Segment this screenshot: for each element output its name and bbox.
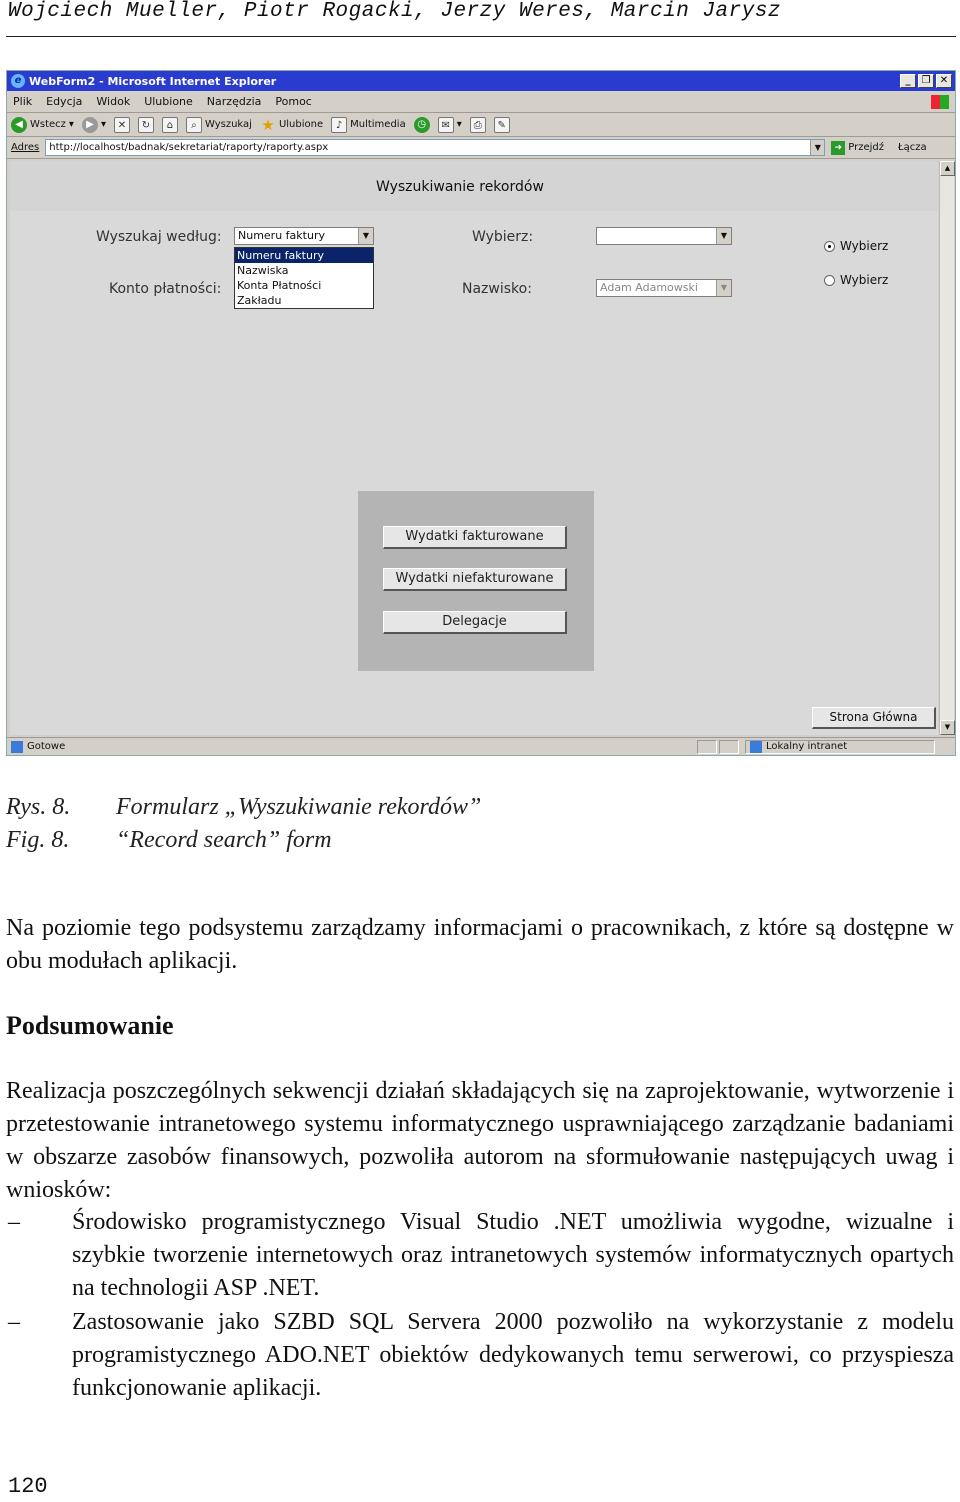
home-icon: ⌂ [162, 117, 178, 133]
search-by-dropdown-list [234, 247, 374, 309]
go-arrow-icon: ➜ [831, 141, 845, 155]
history-icon: ◷ [414, 117, 430, 133]
favorites-label: Ulubione [278, 119, 324, 130]
choose-select[interactable] [596, 227, 732, 245]
page-icon [11, 741, 23, 753]
media-button[interactable] [331, 117, 406, 133]
mail-icon: ✉ [438, 117, 454, 133]
status-bar [7, 737, 955, 755]
forward-button[interactable] [82, 117, 106, 133]
scroll-down-icon[interactable]: ▼ [940, 720, 955, 735]
back-button[interactable] [11, 117, 74, 133]
home-button[interactable] [162, 117, 178, 133]
go-button[interactable] [831, 141, 884, 155]
search-by-value: Numeru faktury [238, 229, 325, 242]
paragraph-2: Realizacja poszczególnych sekwencji działań składających się na zaprojektowanie, wytworzenie i przetestowanie intranetowego systemu informatycznego usprawniającego zarządzanie badaniami w obszarze zasobów finansowych, pozwoliła autorom na sformułowanie następujących uwag i wniosków: [6, 1078, 954, 1203]
caption-pl-number: Rys. 8. [6, 794, 71, 820]
edit-icon: ✎ [494, 117, 510, 133]
summary-heading: Podsumowanie [6, 1011, 174, 1040]
chevron-down-icon: ▾ [456, 119, 462, 130]
caption-en [6, 827, 332, 854]
chevron-down-icon[interactable]: ▼ [716, 280, 731, 296]
mail-button[interactable] [438, 117, 462, 133]
radio-label: Wybierz [840, 273, 889, 287]
scroll-up-icon[interactable]: ▲ [940, 161, 955, 176]
home-page-button[interactable]: Strona Główna [812, 707, 936, 729]
dropdown-option[interactable]: Nazwiska [237, 264, 289, 277]
choose-label: Wybierz: [472, 229, 534, 245]
address-label: Adres [11, 142, 40, 153]
go-label: Przejdź [848, 142, 885, 153]
search-by-label: Wyszukaj według: [96, 229, 222, 245]
form-title: Wyszukiwanie rekordów [376, 179, 544, 195]
dropdown-option[interactable]: Numeru faktury [235, 248, 373, 263]
radio-button-checked[interactable] [824, 241, 835, 252]
vertical-scrollbar[interactable] [939, 161, 954, 735]
zone-indicator [745, 740, 935, 754]
browser-screenshot [6, 70, 956, 756]
bullet-text: Zastosowanie jako SZBD SQL Servera 2000 pozwoliło na wykorzystanie z modelu programistycznego ADO.NET obiektów dedykowanych temu serwerowi, co przyspiesza funkcjonowanie aplikacji. [72, 1309, 954, 1401]
radio-button[interactable] [824, 275, 835, 286]
intranet-icon [750, 741, 762, 753]
uninvoiced-expenses-button[interactable]: Wydatki niefakturowane [383, 568, 567, 591]
back-label: Wstecz [30, 119, 66, 130]
back-arrow-icon: ◀ [11, 117, 27, 133]
bullet-dash: – [8, 1309, 20, 1335]
media-icon: ♪ [331, 117, 347, 133]
caption-pl [6, 794, 481, 821]
address-url: http://localhost/badnak/sekretariat/raporty/raporty.aspx [49, 142, 329, 153]
bullet-text: Środowisko programistycznego Visual Studio .NET umożliwia wygodne, wizualne i szybkie tworzenie internetowych oraz intranetowych systemów informatycznych opartych na technologii ASP .NET. [72, 1209, 954, 1301]
radio-option-1[interactable] [824, 239, 888, 253]
dropdown-option[interactable]: Zakładu [237, 294, 282, 307]
menu-widok[interactable]: Widok [96, 95, 131, 108]
stop-icon: ✕ [114, 117, 130, 133]
menu-ulubione[interactable]: Ulubione [144, 95, 193, 108]
delegations-button[interactable]: Delegacje [383, 611, 567, 634]
toolbar [7, 113, 955, 137]
chevron-down-icon: ▾ [100, 119, 106, 130]
edit-button[interactable] [494, 117, 510, 133]
chevron-down-icon[interactable]: ▼ [716, 228, 731, 244]
window-title: WebForm2 - Microsoft Internet Explorer [29, 74, 277, 88]
minimize-icon[interactable]: _ [900, 74, 916, 88]
caption-en-text: “Record search” form [116, 827, 332, 853]
account-label: Konto płatności: [109, 281, 222, 297]
stop-button[interactable] [114, 117, 130, 133]
refresh-button[interactable] [138, 117, 154, 133]
menu-narzedzia[interactable]: Narzędzia [206, 95, 262, 108]
surname-value: Adam Adamowski [600, 281, 698, 294]
paragraph-1: Na poziomie tego podsystemu zarządzamy informacjami o pracownikach, z które są dostępne w obu modułach aplikacji. [6, 915, 954, 974]
address-input[interactable] [45, 139, 825, 156]
menu-bar [7, 91, 955, 113]
search-label: Wyszukaj [204, 119, 252, 130]
forward-arrow-icon: ▶ [82, 117, 98, 133]
star-icon: ★ [261, 115, 275, 134]
surname-label: Nazwisko: [462, 281, 532, 297]
window-titlebar [7, 71, 955, 91]
page-viewport [10, 161, 938, 735]
running-header: Wojciech Mueller, Piotr Rogacki, Jerzy Weres, Marcin Jarysz [8, 0, 782, 23]
chevron-down-icon[interactable]: ▼ [810, 140, 824, 155]
search-by-select[interactable] [234, 227, 374, 245]
status-segment [697, 740, 717, 754]
header-rule [6, 36, 956, 37]
close-icon[interactable]: ✕ [936, 74, 952, 88]
media-label: Multimedia [350, 119, 406, 130]
bullet-item-1 [6, 1206, 954, 1305]
print-icon: ⎙ [470, 117, 486, 133]
radio-option-2[interactable] [824, 273, 888, 287]
status-segment [719, 740, 739, 754]
search-icon: ⌕ [186, 117, 202, 133]
menu-plik[interactable]: Plik [13, 95, 33, 108]
caption-en-number: Fig. 8. [6, 827, 70, 853]
caption-pl-text: Formularz „Wyszukiwanie rekordów” [116, 794, 482, 820]
links-label[interactable]: Łącza [898, 142, 927, 153]
status-text: Gotowe [27, 741, 66, 752]
print-button[interactable] [470, 117, 486, 133]
bullet-item-2 [6, 1306, 954, 1405]
zone-label: Lokalny intranet [766, 741, 848, 752]
surname-select[interactable] [596, 279, 732, 297]
ie-logo-icon: e [11, 74, 25, 88]
address-bar [7, 137, 955, 159]
history-button[interactable] [414, 117, 430, 133]
favorites-button[interactable] [260, 117, 323, 133]
restore-icon[interactable]: ❐ [918, 74, 934, 88]
menu-edycja[interactable]: Edycja [46, 95, 83, 108]
refresh-icon: ↻ [138, 117, 154, 133]
web-page [10, 161, 938, 735]
invoiced-expenses-button[interactable]: Wydatki fakturowane [383, 526, 567, 549]
chevron-down-icon[interactable]: ▼ [358, 228, 373, 244]
windows-flag-icon [931, 95, 949, 109]
page-number: 120 [8, 1474, 48, 1499]
search-button[interactable] [186, 117, 252, 133]
bullet-dash: – [8, 1209, 20, 1235]
chevron-down-icon: ▾ [68, 119, 74, 130]
radio-label: Wybierz [840, 239, 889, 253]
dropdown-option[interactable]: Konta Płatności [237, 279, 322, 292]
button-panel [358, 491, 594, 671]
menu-pomoc[interactable]: Pomoc [275, 95, 312, 108]
